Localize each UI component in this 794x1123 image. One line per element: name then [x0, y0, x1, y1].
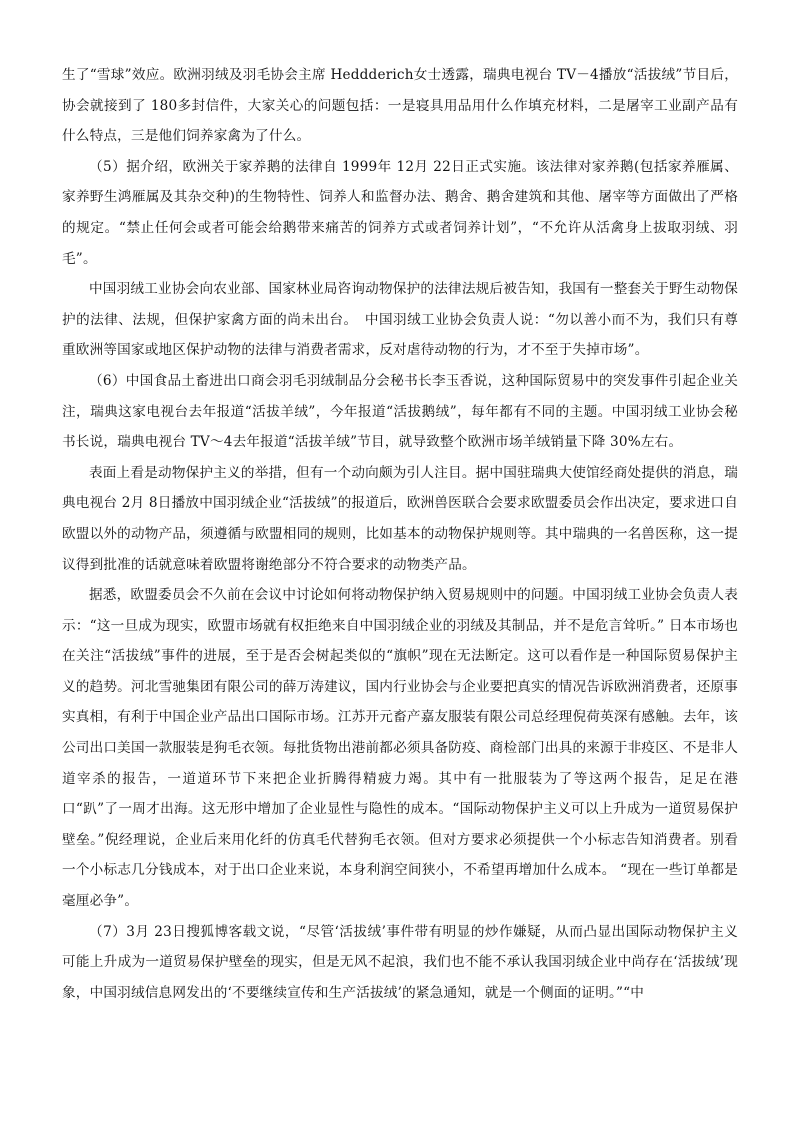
- paragraph-6-chamber-of-commerce: （6）中国食品土畜进出口商会羽毛羽绒制品分会秘书长李玉香说，这种国际贸易中的突发事件引起企业关注，瑞典这家电视台去年报道“活拔羊绒”，今年报道“活拔鹅绒”，每年都有不同的主题。中国羽绒工业协会秘书长说，瑞典电视台 TV～4去年报道“活拔羊绒”节目，就导致整个欧洲市场羊绒销量下降 30%左右。: [62, 372, 738, 451]
- document-body: [62, 60, 738, 1008]
- paragraph-animal-protection-trend: 表面上看是动物保护主义的举措，但有一个动向颇为引人注目。据中国驻瑞典大使馆经商处提供的消息，瑞典电视台 2月 8日播放中国羽绒企业“活拔绒”的报道后，欧洲兽医联合会要求欧盟委员会作出决定，要求进口自欧盟以外的动物产品，须遵循与欧盟相同的规则，比如基本的动物保护规则等。其中瑞典的一名兽医称，这一提议得到批准的话就意味着欧盟将谢绝部分不符合要求的动物类产品。: [62, 464, 738, 573]
- paragraph-7-sohu-blog: （7）3月 23日搜狐博客载文说，“尽管‘活拔绒’事件带有明显的炒作嫌疑，从而凸显出国际动物保护主义可能上升成为一道贸易保护壁垒的现实，但是无风不起浪，我们也不能不承认我国羽绒企业中尚存在‘活拔绒’现象，中国羽绒信息网发出的‘不要继续宣传和生产活拔绒’的紧急通知，就是一个侧面的证明。”“中: [62, 923, 738, 1001]
- paragraph-china-law-consultation: 中国羽绒工业协会向农业部、国家林业局咨询动物保护的法律法规后被告知，我国有一整套关于野生动物保护的法律、法规，但保护家禽方面的尚未出台。 中国羽绒工业协会负责人说：“勿以善小而不为，我们只有尊重欧洲等国家或地区保护动物的法律与消费者需求，反对虐待动物的行为，才不至于失掉市场”。: [62, 281, 738, 359]
- paragraph-5-eu-goose-law: （5）据介绍，欧洲关于家养鹅的法律自 1999年 12月 22日正式实施。该法律对家养鹅(包括家养雁属、家养野生鸿雁属及其杂交种)的生物特性、饲养人和监督办法、鹅舍、鹅舍建筑和其他、屠宰等方面做出了严格的规定。“禁止任何会或者可能会给鹅带来痛苦的饲养方式或者饲养计划”，“不允许从活禽身上拔取羽绒、羽毛”。: [62, 158, 738, 267]
- paragraph-snowball-effect: 生了“雪球”效应。欧洲羽绒及羽毛协会主席 Heddderich女士透露，瑞典电视台 TV－4播放“活拔绒”节目后，协会就接到了 180多封信件，大家关心的问题包括：一是寝具用品用什么作填充材料，二是屠宰工业副产品有什么特点，三是他们饲养家禽为了什么。: [62, 67, 738, 145]
- paragraph-eu-commission-trade-barrier: 据悉，欧盟委员会不久前在会议中讨论如何将动物保护纳入贸易规则中的问题。中国羽绒工业协会负责人表示：“这一旦成为现实，欧盟市场就有权拒绝来自中国羽绒企业的羽绒及其制品，并不是危言耸听。” 日本市场也在关注“活拔绒”事件的进展，至于是否会树起类似的“旗帜”现在无法断定。这可以看作是一种国际贸易保护主义的趋势。河北雪驰集团有限公司的薛万涛建议，国内行业协会与企业要把真实的情况告诉欧洲消费者，还原事实真相，有利于中国企业产品出口国际市场。江苏开元畜产嘉友服装有限公司总经理倪荷英深有感触。去年，该公司出口美国一款服装是狗毛衣领。每批货物出港前都必须具备防疫、商检部门出具的来源于非疫区、不是非人道宰杀的报告，一道道环节下来把企业折腾得精疲力竭。其中有一批服装为了等这两个报告，足足在港口“趴”了一周才出海。这无形中增加了企业显性与隐性的成本。“国际动物保护主义可以上升成为一道贸易保护壁垒。”倪经理说，企业后来用化纤的仿真毛代替狗毛衣领。但对方要求必须提供一个小标志告知消费者。别看一个小标志几分钱成本，对于出口企业来说，本身利润空间狭小，不希望再增加什么成本。 “现在一些订单都是毫厘必争”。: [62, 587, 738, 910]
